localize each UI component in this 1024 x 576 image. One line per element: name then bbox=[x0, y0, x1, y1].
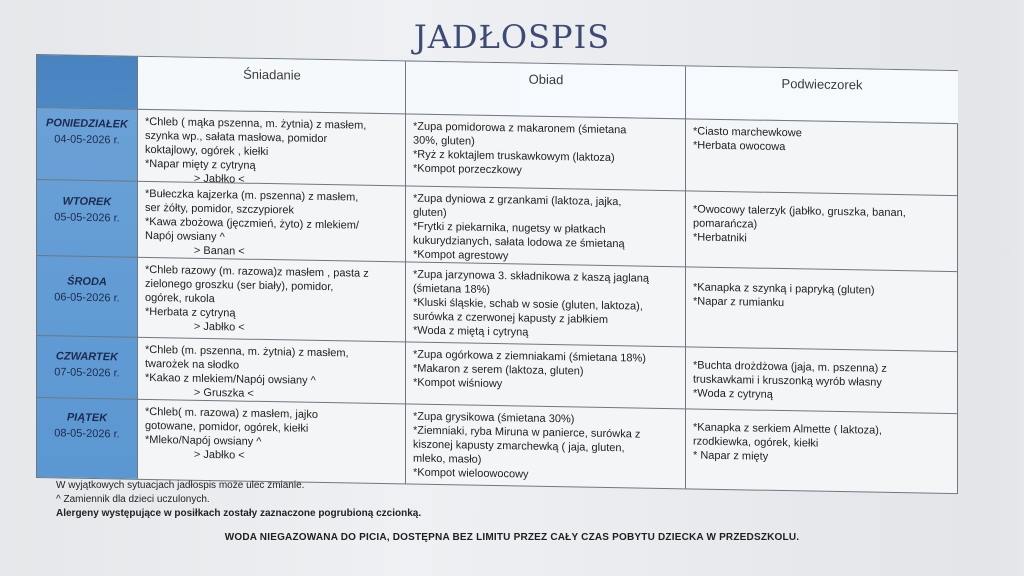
menu-table bbox=[36, 54, 958, 494]
day-date: 07-05-2026 r. bbox=[54, 366, 120, 380]
breakfast-cell: *Chleb ( mąka pszenna, m. żytnia) z masłem, szynka wp., sałata masłowa, pomidor koktajlowy, ogórek , kiełki *Napar mięty z cytryną > Jabłko < bbox=[145, 115, 367, 186]
header-label-breakfast: Śniadanie bbox=[243, 66, 301, 83]
header-cell-breakfast bbox=[137, 57, 406, 114]
day-name: ŚRODA bbox=[67, 275, 107, 289]
footer-note-1: W wyjątkowych sytuacjach jadłospis może ulec zmianie. bbox=[56, 480, 305, 491]
header-cell-lunch bbox=[405, 61, 686, 118]
breakfast-cell: *Chleb razowy (m. razowa)z masłem , pasta z zielonego groszku (ser biały), pomidor, ogórek, rukola *Herbata z cytryną > Jabłko < bbox=[145, 263, 369, 334]
footer-note-2: ^ Zamiennik dla dzieci uczulonych. bbox=[56, 494, 210, 505]
footer-water-note: WODA NIEGAZOWANA DO PICIA, DOSTĘPNA BEZ LIMITU PRZEZ CAŁY CZAS POBYTU DZIECKA W PRZEDSZKOLU. bbox=[224, 532, 800, 543]
snack-cell: *Kanapka z szynką i papryką (gluten) *Napar z rumianku bbox=[693, 281, 875, 310]
lunch-cell: *Zupa jarzynowa 3. składnikowa z kaszą jaglaną (śmietana 18%) *Kluski śląskie, schab w sosie (gluten, laktoza), surówka z czerwonej kapusty z jabłkiem *Woda z miętą i cytryną bbox=[413, 268, 650, 339]
snack-cell: *Ciasto marchewkowe *Herbata owocowa bbox=[693, 125, 802, 154]
table-vline bbox=[405, 61, 406, 483]
breakfast-cell: *Bułeczka kajzerka (m. pszenna) z masłem, ser żółty, pomidor, szczypiorek *Kawa zbożowa (jęczmień, żyto) z mlekiem/ Napój owsiany ^ > Banan < bbox=[145, 187, 359, 258]
snack-cell: *Buchta drożdżowa (jaja, m. pszenna) z truskawkami i kruszonką wyrób własny *Woda z cytryną bbox=[693, 359, 887, 401]
day-label bbox=[37, 350, 137, 380]
breakfast-cell: *Chleb( m. razowa) z masłem, jajko gotowane, pomidor, ogórek, kiełki *Mleko/Napój owsiany ^ > Jabłko < bbox=[145, 405, 318, 462]
lunch-cell: *Zupa ogórkowa z ziemniakami (śmietana 18%) *Makaron z serem (laktoza, gluten) *Kompot wiśniowy bbox=[413, 348, 646, 391]
day-name: CZWARTEK bbox=[55, 350, 119, 364]
footer-note-3: Alergeny występujące w posiłkach zostały zaznaczone pogrubioną czcionką. bbox=[56, 508, 422, 519]
snack-cell: *Owocowy talerzyk (jabłko, gruszka, banan, pomarańcza) *Herbatniki bbox=[693, 203, 906, 245]
day-name: WTOREK bbox=[62, 195, 112, 209]
day-label bbox=[37, 275, 137, 305]
day-name: PIĄTEK bbox=[66, 411, 108, 425]
header-label-lunch: Obiad bbox=[528, 71, 564, 88]
day-date: 08-05-2026 r. bbox=[54, 427, 120, 441]
day-date: 06-05-2026 r. bbox=[54, 291, 120, 305]
snack-cell: *Kanapka z serkiem Almette ( laktoza), rzodkiewka, ogórek, kiełki * Napar z mięty bbox=[693, 421, 882, 463]
lunch-cell: *Zupa grysikowa (śmietana 30%) *Ziemniaki, ryba Miruna w panierce, surówka z kiszonej kapusty zmarchewką ( jaja, gluten, mleko, masło) *Kompot wieloowocowy bbox=[413, 410, 641, 481]
day-date: 05-05-2026 r. bbox=[54, 211, 120, 225]
day-label bbox=[37, 117, 137, 147]
header-label-snack: Podwieczorek bbox=[781, 76, 863, 93]
menu-title: JADŁOSPIS bbox=[413, 18, 611, 56]
day-name: PONIEDZIAŁEK bbox=[46, 117, 128, 131]
table-vline bbox=[137, 57, 138, 479]
lunch-cell: *Zupa dyniowa z grzankami (laktoza, jajka, gluten) *Frytki z piekarnika, nugetsy w płatkach kukurydzianych, sałata lodowa ze śmietaną *Kompot agrestowy bbox=[413, 192, 625, 263]
day-date: 04-05-2026 r. bbox=[54, 133, 120, 147]
header-corner-cell bbox=[37, 55, 137, 109]
lunch-cell: *Zupa pomidorowa z makaronem (śmietana 30%, gluten) *Ryż z koktajlem truskawkowym (laktoza) *Kompot porzeczkowy bbox=[413, 120, 627, 177]
breakfast-cell: *Chleb (m. pszenna, m. żytnia) z masłem, twarożek na słodko *Kakao z mlekiem/Napój owsiany ^ > Gruszka < bbox=[145, 343, 349, 400]
table-vline bbox=[685, 66, 686, 488]
header-cell-snack bbox=[685, 66, 958, 123]
day-label bbox=[37, 195, 137, 225]
day-label bbox=[37, 411, 137, 441]
